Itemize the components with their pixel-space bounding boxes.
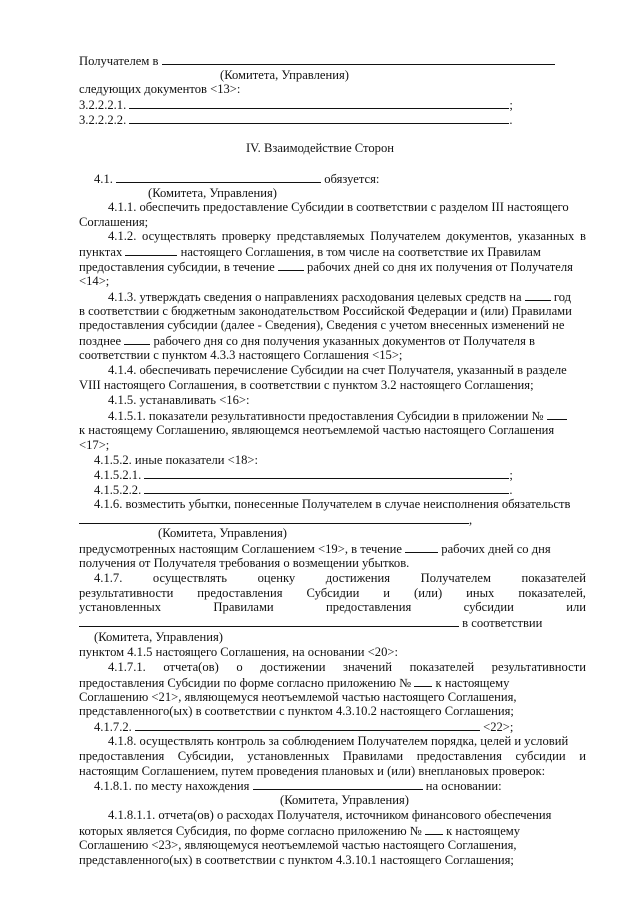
committee-caption: (Комитета, Управления)	[94, 630, 223, 644]
clause-text: 4.1.8.1. по месту нахождения на основании:	[94, 779, 502, 793]
clause-text: пунктах настоящего Соглашения, в том числе на соответствие их Правилам	[79, 245, 541, 259]
doc-item: 3.2.2.2.2. .	[79, 113, 513, 127]
clause-text: которых является Субсидия, по форме согласно приложению № к настоящему	[79, 824, 521, 838]
clause-text: позднее рабочего дня со дня получения указанных документов от Получателя в	[79, 334, 535, 348]
clause-text: 4.1.7.1. отчета(ов) о достижении значений показателей результативности	[108, 660, 586, 674]
clause-text: 4.1.5.1. показатели результативности предоставления Субсидии в приложении №	[108, 408, 567, 424]
clause-text: в соответствии с бюджетным законодательством Российской Федерации и (или) Правилами	[79, 304, 572, 318]
clause-text: представленного(ых) в соответствии с пунктом 4.3.10.1 настоящего Соглашения;	[79, 853, 514, 867]
clause-text: результативности предоставления Субсидии и (или) иных показателей,	[79, 586, 586, 600]
clause-text: 4.1.3. утверждать сведения о направлениях расходования целевых средств на год	[108, 290, 572, 304]
clause-text: установленных Правилами предоставления субсидии или	[79, 600, 586, 614]
following-docs: следующих документов <13>:	[79, 82, 241, 96]
clause-text: соответствии с пунктом 4.3.3 настоящего Соглашения <15>;	[79, 348, 403, 362]
blank-field	[162, 53, 555, 65]
clause-text: Соглашению <21>, являющемуся неотъемлемой частью настоящего Соглашения,	[79, 690, 517, 704]
clause-text: 4.1.2. осуществлять проверку представляемых Получателем документов, указанных в	[108, 229, 586, 243]
clause-text: к настоящему Соглашению, являющемся неотъемлемой частью настоящего Соглашения	[79, 423, 555, 437]
recipient-line: Получателем в	[79, 53, 555, 69]
blank-field	[124, 333, 150, 345]
clause-text: пунктом 4.1.5 настоящего Соглашения, на основании <20>:	[79, 645, 398, 659]
blank-field	[135, 719, 480, 731]
committee-caption: (Комитета, Управления)	[158, 526, 287, 540]
blank-field	[405, 541, 438, 553]
blank-field	[144, 482, 509, 494]
clause-text: настоящим Соглашением, путем проведения плановых и (или) внеплановых проверок:	[79, 764, 546, 778]
blank-field	[116, 171, 321, 183]
clause-4-1: 4.1. обязуется:	[94, 172, 380, 186]
clause-text: <14>;	[79, 274, 110, 288]
clause-text: 4.1.6. возместить убытки, понесенные Получателем в случае неисполнения обязательств	[94, 497, 571, 511]
clause-text: 4.1.1. обеспечить предоставление Субсидии в соответствии с разделом III настоящего	[108, 200, 569, 214]
clause-text: предоставления Субсидии, установленных Правилами предоставления субсидии и	[79, 749, 586, 763]
blank-field	[525, 289, 551, 301]
clause-text: 4.1.5.2.2. .	[94, 483, 513, 497]
clause-text: предоставления субсидии, в течение рабочих дней со дня их получения от Получателя	[79, 260, 573, 274]
section-title: IV. Взаимодействие Сторон	[245, 141, 395, 155]
clause-text: предоставления субсидии (далее - Сведения), Сведения с учетом внесенных изменений не	[79, 318, 565, 332]
clause-text: ,	[79, 512, 472, 528]
blank-field	[144, 467, 509, 479]
committee-caption: (Комитета, Управления)	[280, 793, 409, 807]
blank-field	[125, 244, 177, 256]
blank-field	[253, 778, 423, 790]
blank-field	[129, 97, 509, 109]
blank-field	[79, 512, 469, 524]
clause-text: 4.1.5. устанавливать <16>:	[108, 393, 250, 407]
clause-text: предоставления Субсидии по форме согласно приложению № к настоящему	[79, 676, 510, 690]
blank-field	[414, 675, 432, 687]
blank-field	[278, 259, 304, 271]
clause-text: 4.1.7. осуществлять оценку достижения Получателем показателей	[94, 571, 586, 585]
clause-text: предусмотренных настоящим Соглашением <19>, в течение рабочих дней со дня	[79, 542, 551, 556]
clause-text: Соглашения;	[79, 215, 149, 229]
clause-text: получения от Получателя требования о возмещении убытков.	[79, 556, 410, 570]
doc-item: 3.2.2.2.1. ;	[79, 98, 513, 112]
clause-text: 4.1.5.2. иные показатели <18>:	[94, 453, 258, 467]
clause-text: 4.1.4. обеспечивать перечисление Субсидии на счет Получателя, указанный в разделе	[108, 363, 567, 377]
blank-field	[547, 408, 567, 420]
blank-field	[79, 615, 459, 627]
blank-field	[425, 823, 443, 835]
blank-field	[129, 112, 509, 124]
committee-caption: (Комитета, Управления)	[148, 186, 277, 200]
committee-caption: (Комитета, Управления)	[220, 68, 349, 82]
clause-text: 4.1.8. осуществлять контроль за соблюдением Получателем порядка, целей и условий	[108, 734, 569, 748]
clause-text: VIII настоящего Соглашения, в соответствии с пунктом 3.2 настоящего Соглашения;	[79, 378, 534, 392]
clause-text: 4.1.7.2. <22>;	[94, 720, 514, 734]
clause-text: представленного(ых) в соответствии с пунктом 4.3.10.2 настоящего Соглашения;	[79, 704, 514, 718]
clause-text: 4.1.8.1.1. отчета(ов) о расходах Получателя, источником финансового обеспечения	[108, 808, 552, 822]
clause-text: <17>;	[79, 438, 110, 452]
clause-text: Соглашению <23>, являющемуся неотъемлемой частью настоящего Соглашения,	[79, 838, 517, 852]
clause-text: 4.1.5.2.1. ;	[94, 468, 513, 482]
clause-text: в соответствии	[79, 615, 542, 631]
